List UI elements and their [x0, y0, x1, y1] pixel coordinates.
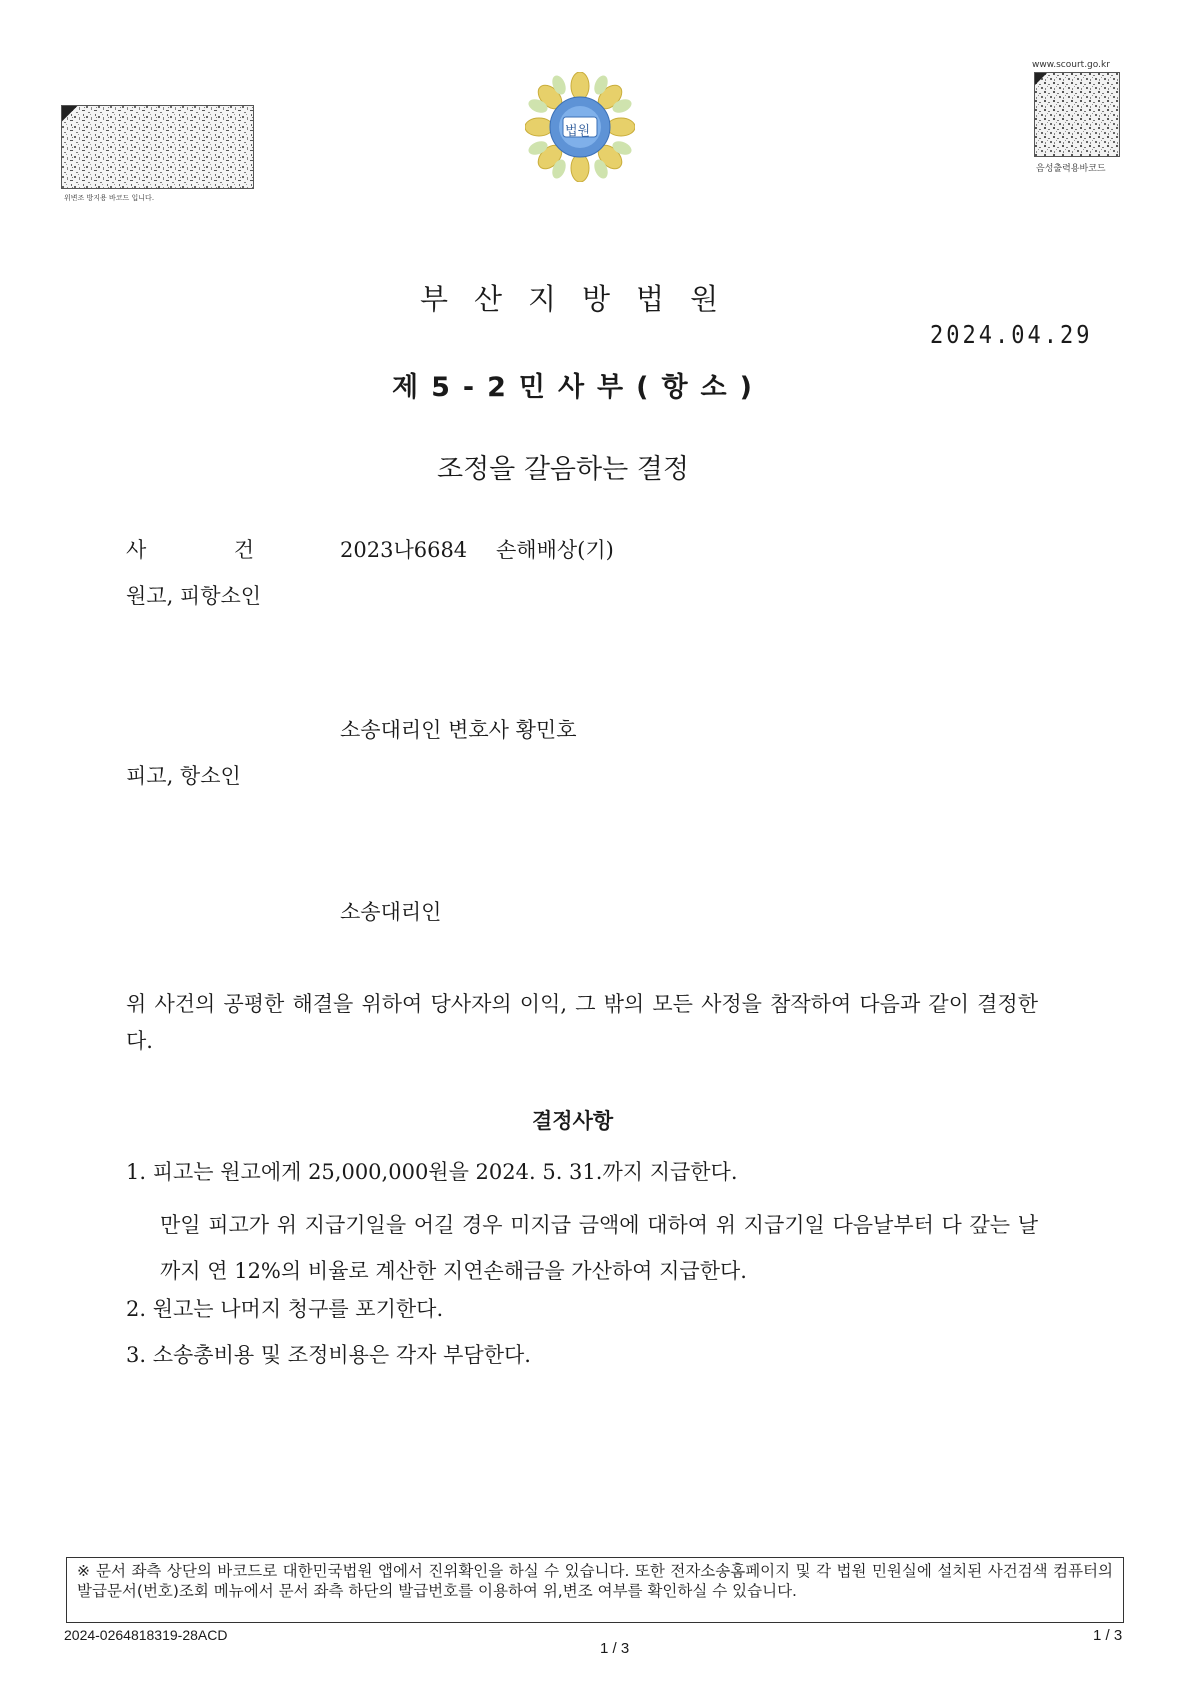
voice-output-qr: [1034, 72, 1120, 157]
intro-paragraph: 위 사건의 공평한 해결을 위하여 당사자의 이익, 그 밖의 모든 사정을 참작하여 다음과 같이 결정한다.: [126, 992, 1038, 1053]
seal-text: 법원: [565, 124, 591, 139]
qr-pattern-icon: [1035, 73, 1120, 157]
authenticity-barcode: [61, 105, 254, 189]
qr-url: www.scourt.go.kr: [1032, 60, 1110, 70]
decision-item-2: 2. 원고는 나머지 청구를 포기한다.: [126, 1297, 444, 1321]
plaintiff-agent: 소송대리인 변호사 황민호: [340, 718, 577, 742]
qr-caption: 음성출력용바코드: [1036, 164, 1106, 174]
page-number-right: 1 / 3: [1093, 1627, 1123, 1644]
decision-item-1: 1. 피고는 원고에게 25,000,000원을 2024. 5. 31.까지 지급한다.: [126, 1160, 738, 1184]
decision-item-1-detail: 만일 피고가 위 지급기일을 어길 경우 미지급 금액에 대하여 위 지급기일 다음날부터 다 갚는 날까지 연 12%의 비율로 계산한 지연손해금을 가산하여 지급한다.: [160, 1213, 1038, 1283]
defendant-agent: 소송대리인: [340, 900, 442, 924]
decision-title: 결정사항: [532, 1109, 614, 1133]
defendant-label: 피고, 항소인: [126, 764, 241, 788]
plaintiff-label: 원고, 피항소인: [126, 584, 262, 608]
case-label: [126, 534, 254, 564]
barcode-caption: 위변조 방지용 바코드 입니다.: [64, 194, 155, 202]
case-label-char: 건: [233, 538, 254, 562]
document-title: 조정을 갈음하는 결정: [437, 454, 689, 485]
case-name: 손해배상(기): [496, 538, 614, 562]
case-number: 2023나6684: [340, 538, 468, 562]
court-division: 제5-2민사부(항소): [392, 372, 765, 403]
case-label-char: 사: [126, 538, 147, 562]
decision-item-3: 3. 소송총비용 및 조정비용은 각자 부담한다.: [126, 1343, 531, 1367]
issue-number: 2024-0264818319-28ACD: [64, 1627, 228, 1643]
page-number-center: 1 / 3: [600, 1640, 630, 1657]
received-date-stamp: 2024.04.29: [930, 321, 1093, 350]
barcode-pattern-icon: [62, 106, 254, 189]
verification-notice: ※ 문서 좌측 상단의 바코드로 대한민국법원 앱에서 진위확인을 하실 수 있습니다. 또한 전자소송홈페이지 및 각 법원 민원실에 설치된 사건검색 컴퓨터의 발급문서(번호)조회 메뉴에서 문서 좌측 하단의 발급번호를 이용하여 위,변조 여부를 확인하실 수 있습니다.: [66, 1557, 1124, 1623]
court-name: 부산지방법원: [420, 282, 745, 316]
